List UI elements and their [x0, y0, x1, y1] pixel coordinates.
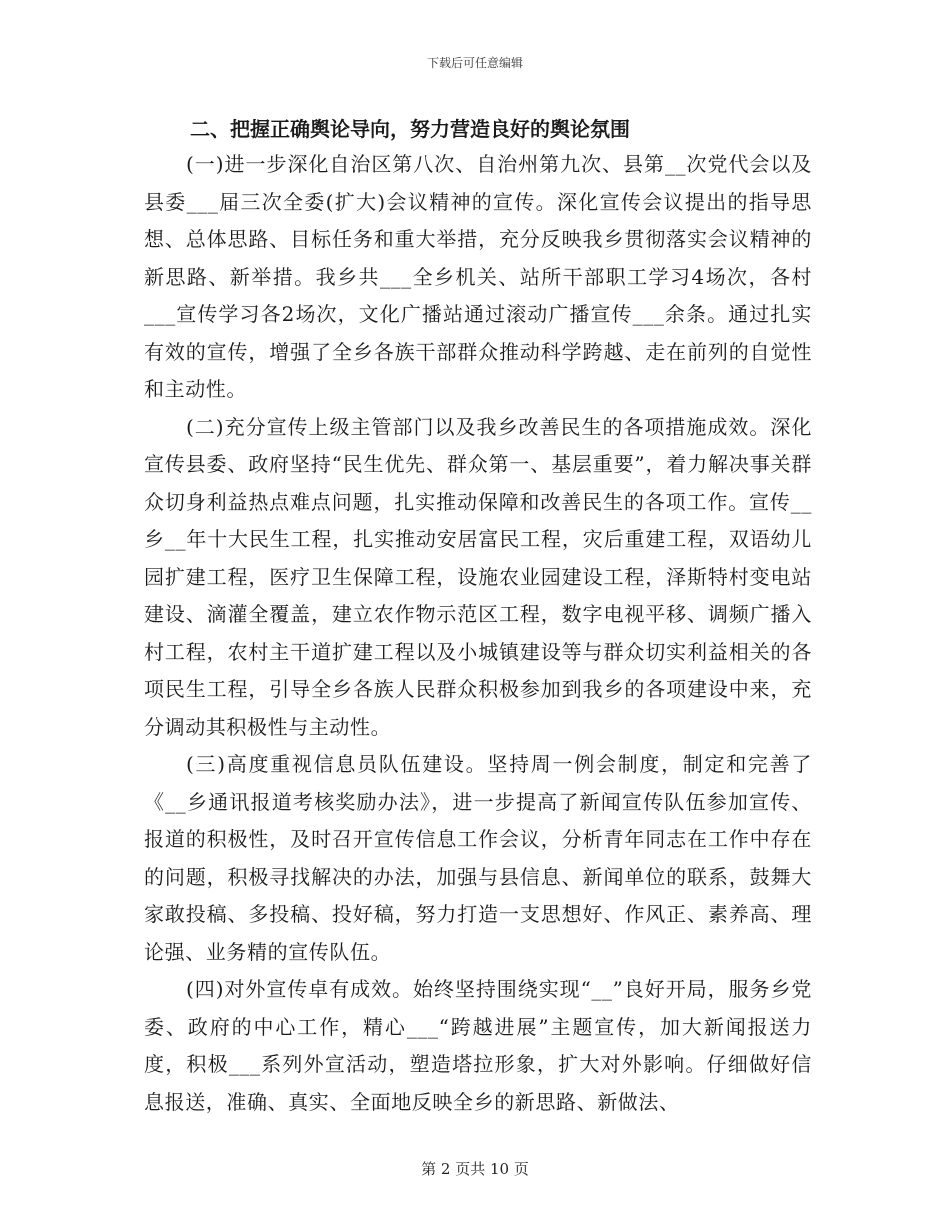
paragraph-3: (三)高度重视信息员队伍建设。坚持周一例会制度，制定和完善了《__乡通讯报道考核奖励办法》，进一步提高了新闻宣传队伍参加宣传、报道的积极性，及时召开宣传信息工作会议，分析青年同志在工作中存在的问题，积极寻找解决的办法，加强与县信息、新闻单位的联系，鼓舞大家敢投稿、多投稿、投好稿，努力打造一支思想好、作风正、素养高、理论强、业务精的宣传队伍。	[144, 752, 812, 964]
paragraph-1: (一)进一步深化自治区第八次、自治州第九次、县第__次党代会以及县委___届三次全委(扩大)会议精神的宣传。深化宣传会议提出的指导思想、总体思路、目标任务和重大举措，充分反映我乡贯彻落实会议精神的新思路、新举措。我乡共___全乡机关、站所干部职工学习4场次，各村___宣传学习各2场次，文化广播站通过滚动广播宣传___余条。通过扎实有效的宣传，增强了全乡各族干部群众推动科学跨越、走在前列的自觉性和主动性。	[144, 152, 812, 401]
section-heading: 二、把握正确舆论导向，努力营造良好的舆论氛围	[190, 117, 630, 141]
page-footer: 第 2 页共 10 页	[421, 1160, 529, 1178]
paragraph-2: (二)充分宣传上级主管部门以及我乡改善民生的各项措施成效。深化宣传县委、政府坚持“民生优先、群众第一、基层重要”，着力解决事关群众切身利益热点难点问题，扎实推动保障和改善民生的各项工作。宣传__乡__年十大民生工程，扎实推动安居富民工程，灾后重建工程，双语幼儿园扩建工程，医疗卫生保障工程，设施农业园建设工程，泽斯特村变电站建设、滴灌全覆盖，建立农作物示范区工程，数字电视平移、调频广播入村工程，农村主干道扩建工程以及小城镇建设等与群众切实利益相关的各项民生工程，引导全乡各族人民群众积极参加到我乡的各项建设中来，充分调动其积极性与主动性。	[144, 414, 812, 739]
document-body	[144, 112, 812, 1121]
page-header: 下载后可任意编辑	[426, 56, 523, 70]
paragraph-4: (四)对外宣传卓有成效。始终坚持围绕实现“__”良好开局，服务乡党委、政府的中心工作，精心___“跨越进展”主题宣传，加大新闻报送力度，积极___系列外宣活动，塑造塔拉形象，扩大对外影响。仔细做好信息报送，准确、真实、全面地反映全乡的新思路、新做法、	[144, 977, 812, 1114]
